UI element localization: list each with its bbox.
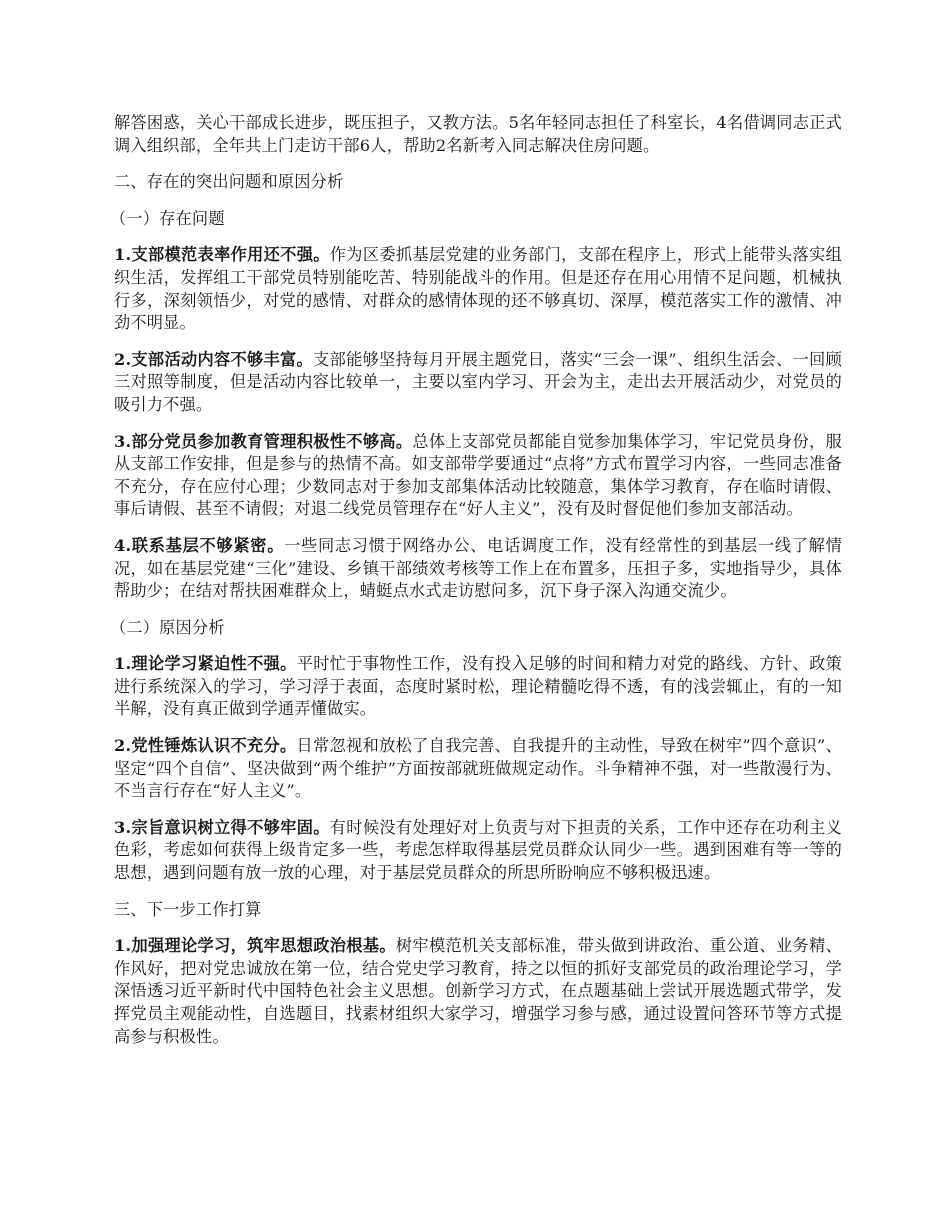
problem-body-3: 总体上支部党员都能自觉参加集体学习，牢记党员身份，服从支部工作安排，但是参与的热情不高。如支部带学要通过“点将”方式布置学习内容，一些同志准备不充分，存在应付心理；少数同志对于参加支部集体活动比较随意，集体学习教育，存在临时请假、事后请假、甚至不请假；对退二线党员管理存在“好人主义”，没有及时督促他们参加支部活动。 bbox=[114, 431, 843, 519]
cause-paragraph-3 bbox=[114, 817, 842, 885]
problem-paragraph-2 bbox=[114, 349, 842, 417]
subheading-causes: （二）原因分析 bbox=[110, 617, 225, 637]
problem-paragraph-3 bbox=[114, 431, 842, 521]
problem-lead-2: 2.支部活动内容不够丰富。 bbox=[114, 349, 314, 369]
problem-lead-4: 4.联系基层不够紧密。 bbox=[114, 535, 285, 555]
problem-body-4: 一些同志习惯于网络办公、电话调度工作，没有经常性的到基层一线了解情况，如在基层党建“三化”建设、乡镇干部绩效考核等工作上在布置多，压担子多，实地指导少，具体帮助少；在结对帮扶困难群众上，蜻蜓点水式走访慰问多，沉下身子深入沟通交流少。 bbox=[114, 535, 842, 601]
problem-body-1: 作为区委抓基层党建的业务部门，支部在程序上，形式上能带头落实组织生活，发挥组工干部党员特别能吃苦、特别能战斗的作用。但是还存在用心用情不足问题，机械执行多，深刻领悟少，对党的感情、对群众的感情体现的还不够真切、深厚，模范落实工作的激情、冲劲不明显。 bbox=[114, 245, 842, 333]
problem-lead-3: 3.部分党员参加教育管理积极性不够高。 bbox=[114, 431, 413, 451]
problem-paragraph-4 bbox=[114, 535, 842, 603]
problem-paragraph-1 bbox=[114, 244, 842, 334]
plan-paragraph-1 bbox=[114, 935, 842, 1048]
section-heading-next-steps: 三、下一步工作打算 bbox=[114, 899, 262, 919]
cause-body-2: 日常忽视和放松了自我完善、自我提升的主动性，导致在树牢”四个意识”、坚定“四个自信”、坚决做到“两个维护”方面按部就班做规定动作。斗争精神不强，对一些散漫行为、不当言行存在“好人主义”。 bbox=[114, 736, 842, 801]
cause-lead-2: 2.党性锤炼认识不充分。 bbox=[114, 736, 297, 756]
cause-body-1: 平时忙于事物性工作，没有投入足够的时间和精力对党的路线、方针、政策进行系统深入的学习，学习浮于表面，态度时紧时松，理论精髓吃得不透，有的浅尝辄止，有的一知半解，没有真正做到学通弄懂做实。 bbox=[114, 654, 842, 719]
cause-body-3: 有时候没有处理好对上负责与对下担责的关系，工作中还存在功利主义色彩，考虑如何获得上级肯定多一些，考虑怎样取得基层党员群众认同少一些。遇到困难有等一等的思想，遇到问题有放一放的心理，对于基层党员群众的所思所盼响应不够积极迅速。 bbox=[114, 817, 842, 883]
subheading-problems: （一）存在问题 bbox=[110, 208, 225, 228]
cause-paragraph-2 bbox=[114, 735, 842, 803]
cause-lead-1: 1.理论学习紧迫性不强。 bbox=[114, 654, 297, 674]
problem-body-2: 支部能够坚持每月开展主题党日，落实“三会一课”、组织生活会、一回顾三对照等制度，但是活动内容比较单一，主要以室内学习、开会为主，走出去开展活动少，对党员的吸引力不强。 bbox=[114, 349, 843, 414]
plan-lead-1: 1.加强理论学习，筑牢思想政治根基。 bbox=[114, 936, 396, 956]
document-page bbox=[110, 112, 843, 1062]
cause-lead-3: 3.宗旨意识树立得不够牢固。 bbox=[114, 817, 330, 837]
problem-lead-1: 1.支部模范表率作用还不强。 bbox=[114, 245, 330, 265]
section-heading-problems-analysis: 二、存在的突出问题和原因分析 bbox=[114, 172, 344, 192]
intro-paragraph: 解答困惑，关心干部成长进步，既压担子，又教方法。5名年轻同志担任了科室长，4名借调同志正式调入组织部，全年共上门走访干部6人，帮助2名新考入同志解决住房问题。 bbox=[114, 113, 842, 155]
cause-paragraph-1 bbox=[114, 653, 842, 721]
plan-body-1: 树牢模范机关支部标准，带头做到讲政治、重公道、业务精、作风好，把对党忠诚放在第一位，结合党史学习教育，持之以恒的抓好支部党员的政治理论学习，学深悟透习近平新时代中国特色社会主义思想。创新学习方式，在点题基础上尝试开展选题式带学，发挥党员主观能动性，自选题目，找素材组织大家学习，增强学习参与感，通过设置问答环节等方式提高参与积极性。 bbox=[114, 936, 842, 1046]
